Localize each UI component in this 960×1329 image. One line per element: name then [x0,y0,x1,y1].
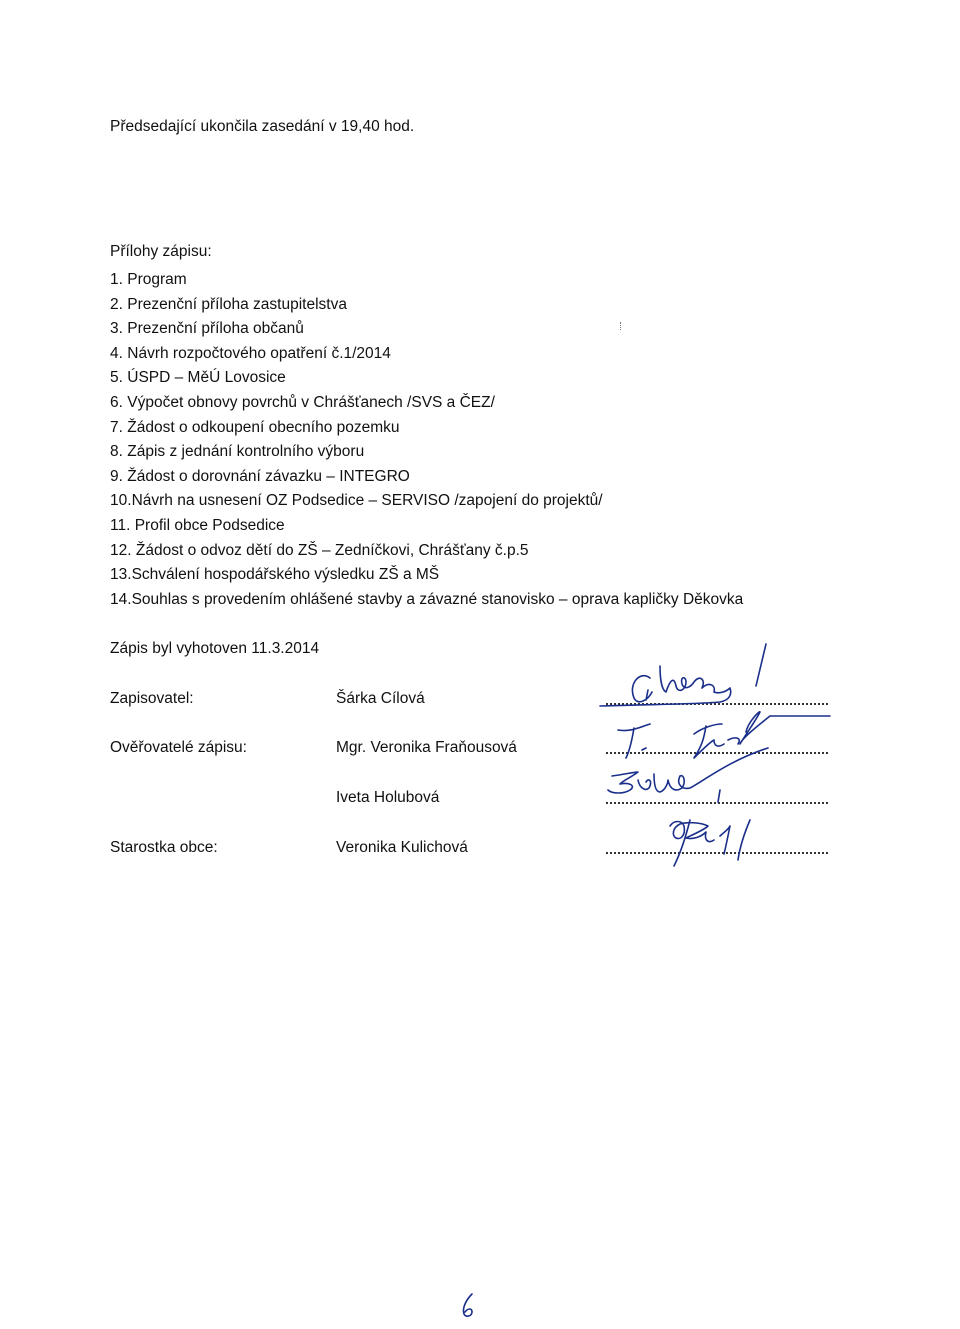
item-number: 11. [110,516,131,534]
item-number: 13. [110,566,132,584]
item-number: 14. [110,590,132,608]
handwritten-signatures [590,640,850,870]
list-item [110,539,743,564]
item-text: Zápis z jednání kontrolního výboru [127,443,365,461]
page-number-handwritten [456,1290,486,1320]
list-item [110,342,743,367]
item-text: Návrh rozpočtového opatření č.1/2014 [127,344,391,362]
item-text: Souhlas s provedením ohlášené stavby a závazné stanovisko – oprava kapličky Děkovka [131,590,744,608]
mayor-name: Veronika Kulichová [336,839,468,856]
item-text: Žádost o odkoupení obecního pozemku [127,418,400,436]
item-number: 12. [110,541,132,559]
scan-speck [620,322,623,330]
item-text: Žádost o odvoz dětí do ZŠ – Zedníčkovi, Chrášťany č.p.5 [135,541,529,559]
item-text: Prezenční příloha zastupitelstva [127,295,347,313]
item-text: Žádost o dorovnání závazku – INTEGRO [127,467,410,485]
item-number: 10. [110,492,132,510]
attachments-title: Přílohy zápisu: [110,243,212,260]
item-text: Schválení hospodářského výsledku ZŠ a MŠ [131,566,440,584]
item-text: Program [127,271,187,288]
item-text: Profil obce Podsedice [134,516,285,534]
verifier1-name: Mgr. Veronika Fraňousová [336,739,517,756]
list-item [110,293,743,318]
list-item [110,514,743,539]
list-item [110,268,743,293]
item-number: 3. [110,320,123,338]
list-item [110,440,743,465]
recorder-label: Zapisovatel: [110,690,194,707]
closing-sentence: Předsedající ukončila zasedání v 19,40 hod. [110,118,415,135]
item-number: 8. [110,443,123,461]
list-item [110,391,743,416]
item-text: ÚSPD – MěÚ Lovosice [127,369,286,387]
item-number: 6. [110,393,123,411]
item-number: 2. [110,295,123,313]
list-item [110,588,743,613]
item-number: 9. [110,467,123,485]
item-number: 4. [110,344,123,362]
list-item [110,465,743,490]
item-number: 1. [110,271,123,288]
list-item [110,416,743,441]
item-text: Návrh na usnesení OZ Podsedice – SERVISO /zapojení do projektů/ [131,492,603,510]
item-text: Prezenční příloha občanů [127,320,304,338]
item-number: 5. [110,369,123,387]
verifiers-label: Ověřovatelé zápisu: [110,739,247,756]
record-date: Zápis byl vyhotoven 11.3.2014 [110,640,320,657]
list-item [110,317,743,342]
recorder-name: Šárka Cílová [336,690,425,707]
item-text: Výpočet obnovy povrchů v Chrášťanech /SVS a ČEZ/ [127,393,495,411]
verifier2-name: Iveta Holubová [336,789,440,806]
mayor-label: Starostka obce: [110,839,218,856]
list-item [110,489,743,514]
list-item [110,366,743,391]
list-item [110,563,743,588]
attachments-list [110,268,743,612]
item-number: 7. [110,418,123,436]
